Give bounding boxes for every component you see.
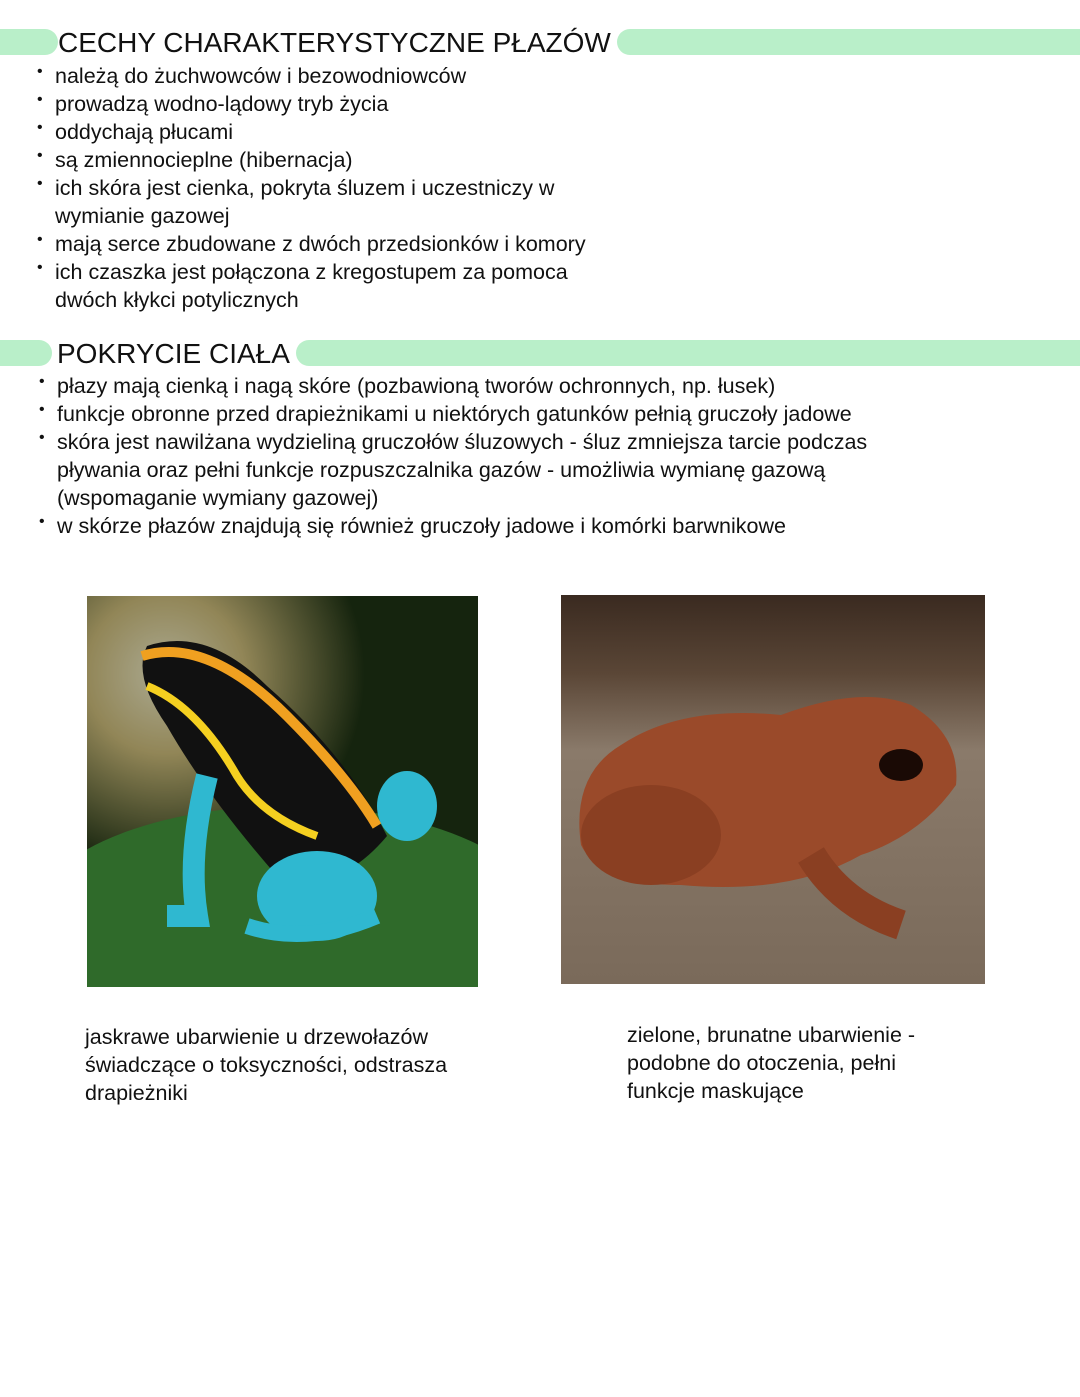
list-item: • w skórze płazów znajdują się również gruczoły jadowe i komórki barwnikowe bbox=[57, 512, 917, 540]
heading-bar-left bbox=[0, 29, 58, 55]
toad-photo bbox=[561, 595, 985, 984]
poison-dart-frog-photo bbox=[87, 596, 478, 987]
section-title: CECHY CHARAKTERYSTYCZNE PŁAZÓW bbox=[58, 27, 611, 58]
list-item: • mają serce zbudowane z dwóch przedsionków i komory bbox=[55, 230, 635, 258]
list-item: • funkcje obronne przed drapieżnikami u niektórych gatunków pełnią gruczoły jadowe bbox=[57, 400, 917, 428]
features-list bbox=[55, 62, 635, 314]
list-item: • prowadzą wodno-lądowy tryb życia bbox=[55, 90, 635, 118]
list-item: • są zmiennocieplne (hibernacja) bbox=[55, 146, 635, 174]
list-item: • należą do żuchwowców i bezowodniowców bbox=[55, 62, 635, 90]
skin-list bbox=[57, 372, 917, 540]
list-item: • ich czaszka jest połączona z kregostupem za pomoca dwóch kłykci potylicznych bbox=[55, 258, 635, 314]
heading-bar-right bbox=[617, 29, 1080, 55]
list-item: • płazy mają cienką i nagą skóre (pozbawioną tworów ochronnych, np. łusek) bbox=[57, 372, 917, 400]
list-item: • ich skóra jest cienka, pokryta śluzem i uczestniczy w wymianie gazowej bbox=[55, 174, 635, 230]
heading-bar-right bbox=[296, 340, 1080, 366]
list-item: • skóra jest nawilżana wydzieliną gruczołów śluzowych - śluz zmniejsza tarcie podczas pływania oraz pełni funkcje rozpuszczalnika gazów - umożliwia wymianę gazową (wspomaganie wymiany gazowej) bbox=[57, 428, 897, 512]
section-title: POKRYCIE CIAŁA bbox=[57, 338, 290, 369]
toad-caption: zielone, brunatne ubarwienie - podobne do otoczenia, pełni funkcje maskujące bbox=[627, 1023, 916, 1103]
frog-caption: jaskrawe ubarwienie u drzewołazów świadczące o toksyczności, odstrasza drapieżniki bbox=[85, 1025, 448, 1105]
list-item: • oddychają płucami bbox=[55, 118, 635, 146]
heading-bar-left bbox=[0, 340, 52, 366]
